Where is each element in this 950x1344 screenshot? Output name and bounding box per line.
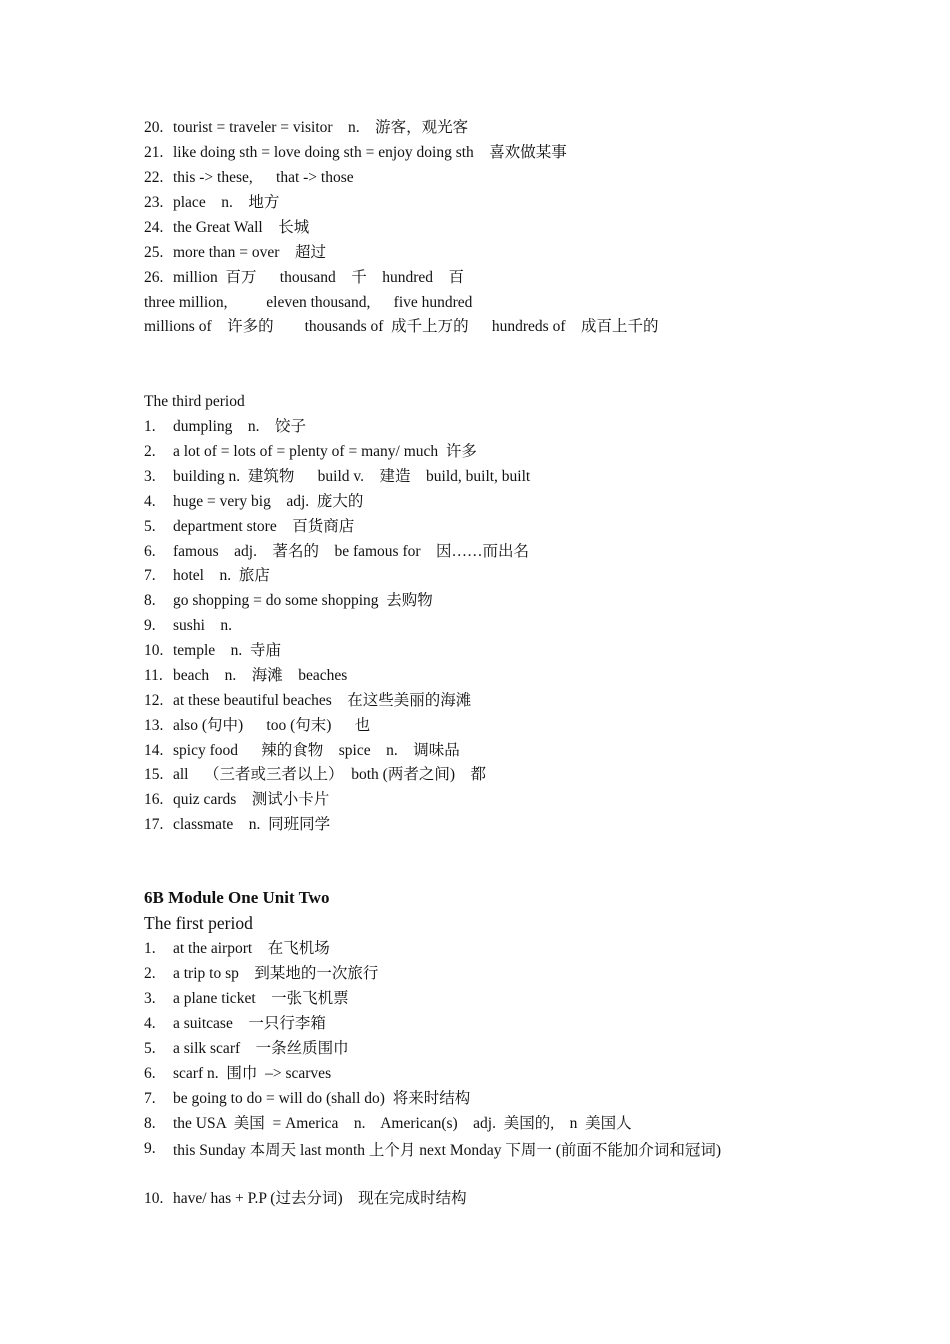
text-line: millions of 许多的 thousands of 成千上万的 hundreds of 成百上千的 [144,318,659,335]
module-heading: 6B Module One Unit Two [144,888,330,907]
document-page: 20. tourist = traveler = visitor n. 游客，观光客 21. like doing sth = love doing sth = enjoy doing sth 喜欢做某事 22. this -> these, that -> those 23. place n. 地方 24. the Great Wall 长城 25. more than = over 超过 26. million 百万 thousand 千 hundred 百 three million, eleven thousand, five hundred millions of 许多的 thousands of 成千上万的 hundreds of 成百上千的 The third period 1. dumpling n. 饺子 2. a lot of = lots of = plenty of = many/ much 许多 3. building n. 建筑物 build v. 建造 build, built, built 4. huge = very big adj. 庞大的 5. department store 百货商店 6. famous adj. 著名的 be famous for 因……而出名 7. hotel n. 旅店 8. go shopping = do some shopping 去购物 9. sushi n. 10. temple n. 寺庙 11. beach n. 海滩 beaches 12. at these beautiful beaches 在这些美丽的海滩 13. also (句中) too (句末) 也 14. spicy food 辣的食物 spice n. 调味品 15. all （三者或三者以上） both (两者之间) 都 16. quiz cards 测试小卡片 17. classmate n. 同班同学 6B Module One Unit Two The first period 1. at the airport 在飞机场 2. a trip to sp 到某地的一次旅行 3. a plane ticket 一张飞机票 4. a suitcase 一只行李箱 5. a silk scarf 一条丝质围巾 6. scarf n. 围巾 –> scarves 7. be going to do = will do (shall do) 将来时结构 8. the USA 美国 = America n. American(s) adj. 美国的, n 美国人 9. this Sunday 本周天 last month 上个月 next Monday 下周一 (前面不能加介词和冠词) 10. have/ has + P.P (过去分词) 现在完成时结构 [144,119,722,1207]
section-title: The first period [144,913,253,933]
text-line: three million, eleven thousand, five hundred [144,294,473,311]
section-title: The third period [144,393,245,410]
